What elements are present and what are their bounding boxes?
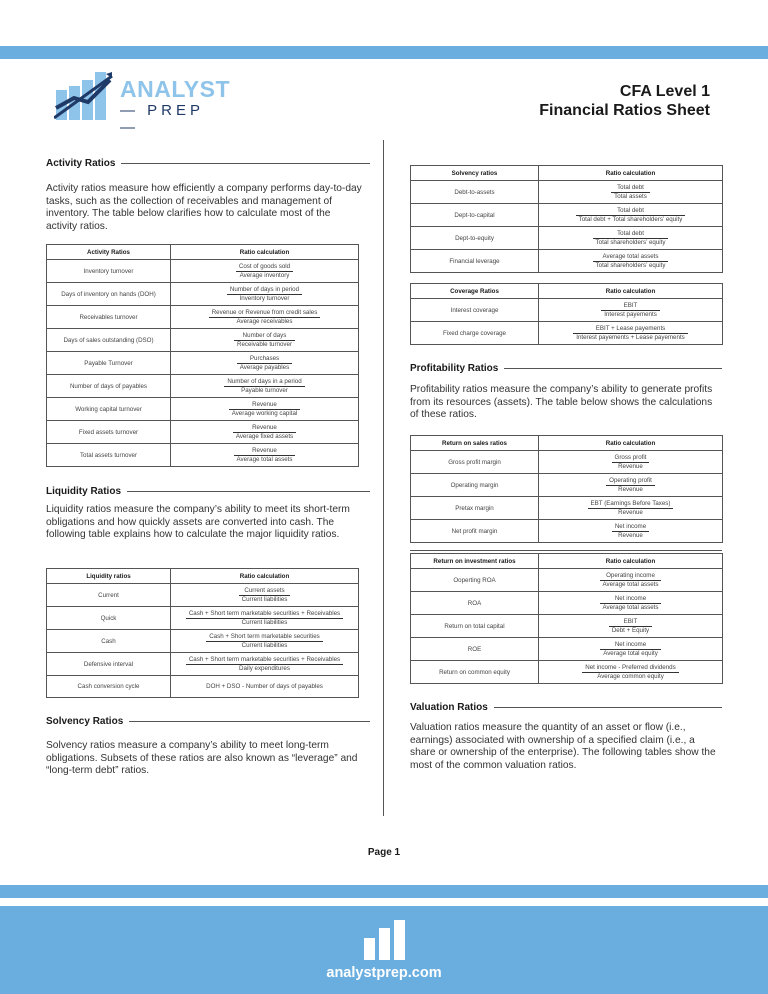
table-row bbox=[411, 592, 723, 615]
ratio-numerator: Cash + Short term marketable securities + Receivables bbox=[186, 656, 343, 665]
ratio-calculation bbox=[539, 520, 723, 543]
logo-wordmark-top: ANALYST bbox=[120, 76, 230, 102]
ratio-name: Return on common equity bbox=[411, 661, 539, 684]
ratio-calculation bbox=[171, 306, 359, 329]
valuation-heading-text: Valuation Ratios bbox=[410, 702, 488, 713]
ratio-numerator: Revenue or Revenue from credit sales bbox=[209, 309, 321, 318]
ratio-denominator: Current liabilities bbox=[241, 641, 288, 649]
ratio-name: Payable Turnover bbox=[47, 352, 171, 375]
ratio-denominator: Revenue bbox=[618, 531, 643, 539]
ratio-name: Pretax margin bbox=[411, 497, 539, 520]
ratio-calculation bbox=[171, 398, 359, 421]
solvency-rows bbox=[411, 181, 723, 273]
table-row bbox=[47, 630, 359, 653]
ratio-fraction bbox=[186, 656, 343, 673]
return-on-sales-table bbox=[410, 435, 723, 543]
heading-rule bbox=[494, 707, 722, 708]
ratio-denominator: Average working capital bbox=[231, 409, 298, 417]
ratio-name: ROA bbox=[411, 592, 539, 615]
table-header: Solvency ratios bbox=[411, 166, 539, 181]
ratio-numerator: Cost of goods sold bbox=[236, 263, 293, 272]
ratio-calculation bbox=[539, 474, 723, 497]
bar-chart-icon bbox=[364, 920, 406, 960]
activity-intro: Activity ratios measure how efficiently a company performs day-to-day tasks, such as the collection of receivables and management of inventory. The table below clarifies how to calculate most of the activity ratios. bbox=[46, 183, 362, 232]
ratio-denominator: Daily expenditures bbox=[239, 664, 290, 672]
table-row bbox=[411, 204, 723, 227]
table-row bbox=[411, 569, 723, 592]
table-row bbox=[411, 661, 723, 684]
table-row bbox=[411, 520, 723, 543]
page-number: Page 1 bbox=[367, 847, 401, 858]
ratio-name: Cash conversion cycle bbox=[47, 676, 171, 698]
ratio-calculation bbox=[539, 615, 723, 638]
ratio-name: Interest coverage bbox=[411, 299, 539, 322]
heading-rule bbox=[504, 368, 722, 369]
ratio-fraction bbox=[612, 523, 649, 540]
table-row bbox=[47, 260, 359, 283]
ratio-fraction bbox=[600, 641, 661, 658]
ratio-denominator: Receivable turnover bbox=[236, 340, 293, 348]
ratio-numerator: Average total assets bbox=[593, 253, 669, 262]
ratio-denominator: Current liabilities bbox=[241, 595, 288, 603]
ratio-denominator: Total shareholders’ equity bbox=[595, 261, 666, 269]
table-row bbox=[47, 283, 359, 306]
ratio-fraction bbox=[239, 587, 291, 604]
profitability-intro: Profitability ratios measure the company’s ability to generate profits from its resources (assets). The table below shows the calculations of these ratios. bbox=[410, 384, 713, 421]
heading-rule bbox=[121, 163, 370, 164]
liquidity-rows bbox=[47, 584, 359, 676]
ratio-calculation bbox=[171, 329, 359, 352]
ratio-numerator: Total debt bbox=[576, 207, 686, 216]
footer-website-link[interactable]: analystprep.com bbox=[326, 965, 442, 981]
solvency-heading bbox=[46, 716, 370, 727]
ratio-name: Quick bbox=[47, 607, 171, 630]
ratio-numerator: EBIT bbox=[601, 302, 660, 311]
table-row bbox=[47, 329, 359, 352]
analystprep-logo[interactable] bbox=[54, 68, 230, 136]
table-row bbox=[411, 322, 723, 345]
ratio-fraction bbox=[209, 309, 321, 326]
ratio-calculation bbox=[539, 181, 723, 204]
valuation-intro: Valuation ratios measure the quantity of an asset or flow (i.e., earnings) associated with ownership of a specified claim (i.e., a share or ownership of the enterprise). The following tables show the most of the common valuation ratios. bbox=[410, 722, 716, 771]
document-title bbox=[539, 82, 710, 120]
ratio-name: Financial leverage bbox=[411, 250, 539, 273]
table-header: Activity Ratios bbox=[47, 245, 171, 260]
ratio-calculation bbox=[539, 299, 723, 322]
ratio-name: Defensive interval bbox=[47, 653, 171, 676]
table-row bbox=[47, 584, 359, 607]
table-header: Ratio calculation bbox=[171, 245, 359, 260]
ratio-denominator: Revenue bbox=[618, 462, 643, 470]
ratio-fraction bbox=[237, 355, 292, 372]
ratio-calculation bbox=[539, 451, 723, 474]
coverage-ratios-table bbox=[410, 283, 723, 345]
table-row bbox=[411, 474, 723, 497]
ratio-numerator: Number of days in period bbox=[227, 286, 302, 295]
ratio-calculation bbox=[539, 204, 723, 227]
table-row bbox=[47, 653, 359, 676]
table-row bbox=[47, 676, 359, 698]
ratio-name: Current bbox=[47, 584, 171, 607]
ratio-name: Working capital turnover bbox=[47, 398, 171, 421]
ratio-denominator: Revenue bbox=[618, 508, 643, 516]
table-row bbox=[411, 451, 723, 474]
ratio-numerator: EBIT + Lease payements bbox=[573, 325, 688, 334]
ratio-name: Ooperting ROA bbox=[411, 569, 539, 592]
table-row bbox=[411, 227, 723, 250]
ratio-fraction bbox=[588, 500, 674, 517]
column-divider bbox=[383, 140, 384, 816]
profitability-heading bbox=[410, 363, 722, 374]
table-row bbox=[47, 398, 359, 421]
ratio-denominator: Average receivables bbox=[236, 317, 293, 325]
table-header: Ratio calculation bbox=[539, 554, 723, 569]
ratio-denominator: Current liabilities bbox=[241, 618, 288, 626]
table-header: Ratio calculation bbox=[539, 436, 723, 451]
solvency-ratios-table bbox=[410, 165, 723, 273]
header-band bbox=[0, 46, 768, 59]
table-header: Ratio calculation bbox=[539, 284, 723, 299]
ratio-denominator: Average fixed assets bbox=[235, 432, 294, 440]
ratio-fraction bbox=[573, 325, 688, 342]
ratio-fraction bbox=[612, 454, 650, 471]
ratio-numerator: Net income bbox=[600, 595, 662, 604]
ratio-fraction bbox=[576, 207, 686, 224]
ratio-fraction bbox=[600, 595, 662, 612]
bar-chart-logo-icon bbox=[54, 68, 116, 124]
ratio-numerator: Number of days bbox=[234, 332, 295, 341]
liquidity-heading-text: Liquidity Ratios bbox=[46, 486, 121, 497]
ratio-name: Fixed assets turnover bbox=[47, 421, 171, 444]
solvency-intro: Solvency ratios measure a company’s ability to meet long-term obligations. Subsets of these ratios are also known as “leverage” and “long-term debt” ratios. bbox=[46, 740, 358, 777]
ratio-fraction bbox=[186, 610, 343, 627]
ratio-name: Gross profit margin bbox=[411, 451, 539, 474]
coverage-rows bbox=[411, 299, 723, 345]
logo-wordmark-bottom: — PREP— bbox=[120, 102, 205, 136]
ratio-calculation bbox=[171, 421, 359, 444]
table-row bbox=[411, 638, 723, 661]
table-row bbox=[411, 181, 723, 204]
ratio-name: Debt-to-assets bbox=[411, 181, 539, 204]
ratio-name: Fixed charge coverage bbox=[411, 322, 539, 345]
ratio-calculation bbox=[171, 584, 359, 607]
ratio-numerator: Total debt bbox=[593, 230, 669, 239]
ratio-name: Number of days of payables bbox=[47, 375, 171, 398]
ratio-denominator: Total shareholders’ equity bbox=[595, 238, 666, 246]
ratio-numerator: EBT (Earnings Before Taxes) bbox=[588, 500, 674, 509]
ratio-name: Dept-to-capital bbox=[411, 204, 539, 227]
ratio-denominator: Inventory turnover bbox=[239, 294, 290, 302]
ratio-denominator: Average total assets bbox=[602, 580, 659, 588]
ratio-fraction bbox=[593, 230, 669, 247]
ratio-fraction bbox=[234, 332, 295, 349]
table-row bbox=[47, 306, 359, 329]
profitability-heading-text: Profitability Ratios bbox=[410, 363, 499, 374]
investment-rows bbox=[411, 569, 723, 684]
table-row bbox=[411, 250, 723, 273]
ratio-calculation bbox=[171, 444, 359, 467]
ratio-numerator: Net income - Preferred dividends bbox=[582, 664, 678, 673]
ratio-denominator: Average total equity bbox=[603, 649, 658, 657]
ratio-calculation bbox=[539, 250, 723, 273]
ratio-name: Cash bbox=[47, 630, 171, 653]
ratio-fraction bbox=[206, 633, 323, 650]
ratio-fraction bbox=[600, 572, 662, 589]
title-line-1: CFA Level 1 bbox=[619, 83, 710, 100]
ratio-calculation bbox=[539, 638, 723, 661]
valuation-heading bbox=[410, 702, 722, 713]
ratio-numerator: Revenue bbox=[234, 447, 296, 456]
liquidity-ratios-table bbox=[46, 568, 359, 698]
table-row bbox=[411, 299, 723, 322]
ratio-numerator: Revenue bbox=[233, 424, 296, 433]
table-header: Return on sales ratios bbox=[411, 436, 539, 451]
table-header: Ratio calculation bbox=[539, 166, 723, 181]
ratio-denominator: Revenue bbox=[618, 485, 643, 493]
ratio-calculation bbox=[539, 569, 723, 592]
ratio-numerator: Operating profit bbox=[606, 477, 655, 486]
ratio-denominator: Interest payements + Lease payements bbox=[576, 333, 685, 341]
ratio-calculation bbox=[171, 653, 359, 676]
ratio-calculation bbox=[539, 227, 723, 250]
ratio-numerator: Operating income bbox=[600, 572, 662, 581]
table-row bbox=[47, 607, 359, 630]
heading-rule bbox=[129, 721, 370, 722]
ratio-calculation bbox=[539, 661, 723, 684]
ratio-denominator: Average total assets bbox=[602, 603, 659, 611]
ratio-denominator: Total assets bbox=[614, 192, 647, 200]
ratio-calculation bbox=[171, 375, 359, 398]
ratio-calculation: DOH + DSO - Number of days of payables bbox=[171, 676, 359, 698]
table-row bbox=[47, 375, 359, 398]
ratio-name: Total assets turnover bbox=[47, 444, 171, 467]
ratio-denominator: Average total assets bbox=[236, 455, 293, 463]
table-row bbox=[411, 497, 723, 520]
ratio-numerator: Purchases bbox=[237, 355, 292, 364]
ratio-fraction bbox=[236, 263, 293, 280]
ratio-denominator: Average common equity bbox=[597, 672, 664, 680]
ratio-name: Days of sales outstanding (DSO) bbox=[47, 329, 171, 352]
ratio-name: Receivables turnover bbox=[47, 306, 171, 329]
ratio-numerator: Cash + Short term marketable securities + Receivables bbox=[186, 610, 343, 619]
return-on-investment-table bbox=[410, 553, 723, 684]
table-header: Ratio calculation bbox=[171, 569, 359, 584]
ratio-calculation bbox=[171, 283, 359, 306]
ratio-fraction bbox=[234, 447, 296, 464]
ratio-fraction bbox=[227, 286, 302, 303]
logo-wordmark-bottom-text: PREP bbox=[147, 102, 205, 119]
ratio-numerator: EBIT bbox=[609, 618, 652, 627]
table-row bbox=[47, 352, 359, 375]
ratio-numerator: Total debt bbox=[611, 184, 650, 193]
ratio-fraction bbox=[224, 378, 304, 395]
ratio-fraction bbox=[601, 302, 660, 319]
liquidity-intro: Liquidity ratios measure the company’s ability to meet its short-term obligations and how quickly assets are converted into cash. The following table explains how to calculate the major liquidity ratios. bbox=[46, 504, 350, 541]
ratio-calculation bbox=[539, 322, 723, 345]
activity-heading bbox=[46, 158, 370, 169]
activity-heading-text: Activity Ratios bbox=[46, 158, 116, 169]
title-line-2: Financial Ratios Sheet bbox=[539, 102, 710, 119]
ratio-fraction bbox=[229, 401, 301, 418]
sales-rows bbox=[411, 451, 723, 543]
ratio-numerator: Revenue bbox=[229, 401, 301, 410]
ratio-denominator: Total debt + Total shareholders’ equity bbox=[578, 215, 683, 223]
ratio-calculation bbox=[539, 497, 723, 520]
ratio-calculation bbox=[171, 352, 359, 375]
table-row bbox=[47, 421, 359, 444]
footer bbox=[0, 906, 768, 994]
activity-rows bbox=[47, 260, 359, 467]
table-header: Coverage Ratios bbox=[411, 284, 539, 299]
liquidity-heading bbox=[46, 486, 370, 497]
footer-band bbox=[0, 885, 768, 898]
ratio-name: Inventory turnover bbox=[47, 260, 171, 283]
ratio-denominator: Interest payements bbox=[604, 310, 657, 318]
ratio-denominator: Debt + Equity bbox=[611, 626, 650, 634]
ratio-numerator: Net income bbox=[600, 641, 661, 650]
ratio-fraction bbox=[606, 477, 655, 494]
ratio-calculation bbox=[539, 592, 723, 615]
ratio-numerator: Net income bbox=[612, 523, 649, 532]
ratio-name: Return on total capital bbox=[411, 615, 539, 638]
table-header: Return on investment ratios bbox=[411, 554, 539, 569]
table-row bbox=[411, 615, 723, 638]
ratio-fraction bbox=[611, 184, 650, 201]
ratio-calculation bbox=[171, 607, 359, 630]
ratio-name: Dept-to-equity bbox=[411, 227, 539, 250]
ratio-fraction bbox=[233, 424, 296, 441]
ratio-fraction bbox=[593, 253, 669, 270]
ratio-denominator: Payable turnover bbox=[241, 386, 288, 394]
ratio-name: Net profit margin bbox=[411, 520, 539, 543]
ratio-numerator: Gross profit bbox=[612, 454, 650, 463]
ratio-name: Days of inventory on hands (DOH) bbox=[47, 283, 171, 306]
ratio-calculation bbox=[171, 260, 359, 283]
ratio-name: ROE bbox=[411, 638, 539, 661]
ratio-denominator: Average payables bbox=[239, 363, 290, 371]
ratio-name: Operating margin bbox=[411, 474, 539, 497]
ratio-fraction bbox=[582, 664, 678, 681]
activity-ratios-table bbox=[46, 244, 359, 467]
ratio-denominator: Average inventory bbox=[239, 271, 290, 279]
table-header: Liquidity ratios bbox=[47, 569, 171, 584]
table-row bbox=[47, 444, 359, 467]
ratio-fraction bbox=[609, 618, 652, 635]
ratio-numerator: Number of days in a period bbox=[224, 378, 304, 387]
heading-rule bbox=[127, 491, 370, 492]
ratio-numerator: Cash + Short term marketable securities bbox=[206, 633, 323, 642]
solvency-heading-text: Solvency Ratios bbox=[46, 716, 124, 727]
ratio-numerator: Current assets bbox=[239, 587, 291, 596]
ratio-calculation bbox=[171, 630, 359, 653]
